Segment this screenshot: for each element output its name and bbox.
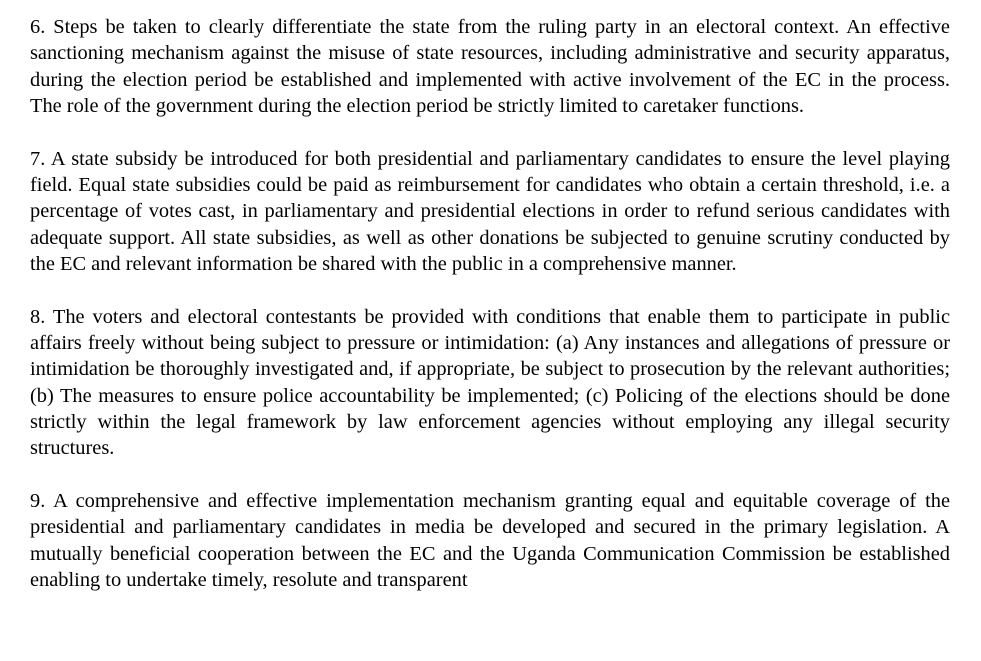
document-page bbox=[30, 14, 950, 620]
recommendation-7 bbox=[30, 146, 950, 277]
paragraph-text: The voters and electoral contestants be provided with conditions that enable them to participate in public affairs freely without being subject to pressure or intimidation: (a) Any instances and allegations of pressure or intimidation be thoroughly investigated and, if appropriate, be subject to prosecution by the relevant authorities; (b) The measures to ensure police accountability be implemented; (c) Policing of the elections should be done strictly within the legal framework by law enforcement agencies without employing any illegal security structures. bbox=[30, 305, 950, 460]
paragraph-number: 9. bbox=[30, 489, 46, 512]
paragraph-text: A comprehensive and effective implementation mechanism granting equal and equitable coverage of the presidential and parliamentary candidates in media be developed and secured in the primary legislation. A mutually beneficial cooperation between the EC and the Uganda Communication Commission be established enabling to undertake timely, resolute and transparent bbox=[30, 489, 950, 591]
paragraph-number: 6. bbox=[30, 16, 46, 38]
recommendation-6 bbox=[30, 14, 950, 119]
paragraph-text: A state subsidy be introduced for both presidential and parliamentary candidates to ensure the level playing field. Equal state subsidies could be paid as reimbursement for candidates who obtain a certain threshold, i.e. a percentage of votes cast, in parliamentary and presidential elections in order to refund serious candidates with adequate support. All state subsidies, as well as other donations be subjected to genuine scrutiny conducted by the EC and relevant information be shared with the public in a comprehensive manner. bbox=[30, 147, 950, 275]
paragraph-number: 7. bbox=[30, 147, 46, 170]
recommendation-9 bbox=[30, 488, 950, 593]
recommendation-8 bbox=[30, 304, 950, 462]
paragraph-number: 8. bbox=[30, 305, 46, 328]
paragraph-text: Steps be taken to clearly differentiate the state from the ruling party in an electoral context. An effective sanctioning mechanism against the misuse of state resources, including administrative and security apparatus, during the election period be established and implemented with active involvement of the EC in the process. The role of the government during the election period be strictly limited to caretaker functions. bbox=[30, 16, 950, 117]
